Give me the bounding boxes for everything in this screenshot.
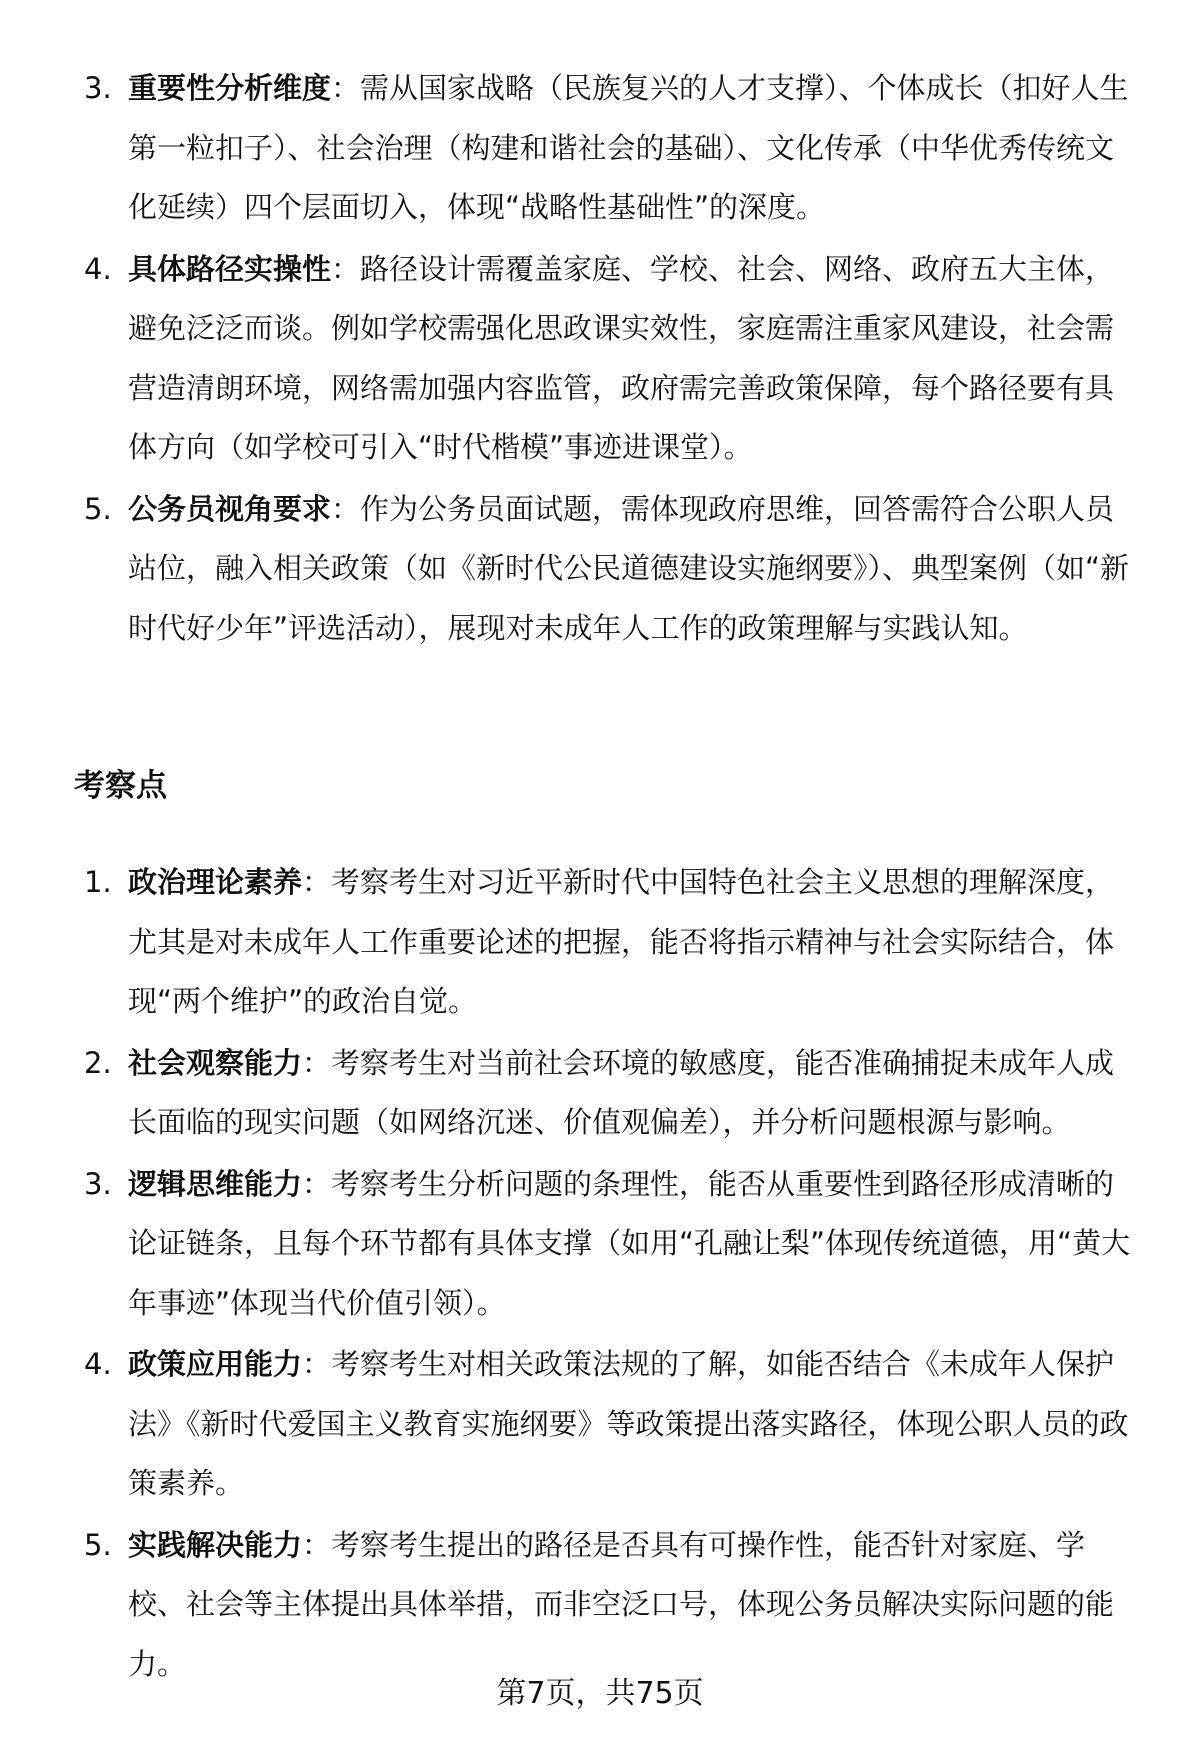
item-number: 4. xyxy=(84,1347,112,1381)
item-text: ：考察考生对相关政策法规的了解，如能否结合《未成年人保护法》《新时代爱国主义教育实施纲要》等政策提出落实路径，体现公职人员的政策素养。 xyxy=(128,1347,1129,1500)
item-number: 2. xyxy=(84,1045,112,1080)
item-text: ：考察考生对当前社会环境的敏感度，能否准确捕捉未成年人成长面临的现实问题（如网络沉迷、价值观偏差），并分析问题根源与影响。 xyxy=(128,1045,1115,1139)
item-text: ：路径设计需覆盖家庭、学校、社会、网络、政府五大主体，避免泛泛而谈。例如学校需强化思政课实效性，家庭需注重家风建设，社会需营造清朗环境，网络需加强内容监管，政府需完善政策保障，每个路径要有具体方向（如学校可引入“时代楷模”事迹进课堂）。 xyxy=(128,251,1115,464)
list-item xyxy=(0,480,1139,659)
list-item xyxy=(0,1516,1139,1695)
item-term: 逻辑思维能力 xyxy=(128,1166,303,1201)
item-term: 社会观察能力 xyxy=(128,1045,303,1080)
list-item xyxy=(0,1155,1139,1334)
list-item xyxy=(0,59,1139,238)
list-item xyxy=(0,853,1139,1032)
item-term: 公务员视角要求 xyxy=(128,491,332,526)
item-number: 3. xyxy=(84,1166,112,1201)
list-item xyxy=(0,240,1139,478)
item-number: 5. xyxy=(84,1527,112,1562)
list-item xyxy=(0,1335,1139,1514)
item-text: ：考察考生对习近平新时代中国特色社会主义思想的理解深度，尤其是对未成年人工作重要论述的把握，能否将指示精神与社会实际结合，体现“两个维护”的政治自觉。 xyxy=(128,865,1115,1018)
item-text: ：作为公务员面试题，需体现政府思维，回答需符合公职人员站位，融入相关政策（如《新时代公民道德建设实施纲要》）、典型案例（如“新时代好少年”评选活动），展现对未成年人工作的政策理解与实践认知。 xyxy=(128,491,1130,645)
item-number: 5. xyxy=(84,491,112,526)
item-number: 1. xyxy=(84,865,112,899)
item-term: 政策应用能力 xyxy=(128,1347,303,1381)
assessment-points-list xyxy=(0,853,1200,1696)
item-text: ：考察考生提出的路径是否具有可操作性，能否针对家庭、学校、社会等主体提出具体举措，而非空泛口号，体现公务员解决实际问题的能力。 xyxy=(128,1527,1115,1681)
item-term: 重要性分析维度 xyxy=(128,71,332,105)
item-term: 政治理论素养 xyxy=(128,865,303,899)
item-term: 具体路径实操性 xyxy=(128,251,332,286)
item-number: 3. xyxy=(84,71,112,105)
requirements-list xyxy=(0,59,1200,660)
item-number: 4. xyxy=(84,251,112,286)
item-text: ：考察考生分析问题的条理性，能否从重要性到路径形成清晰的论证链条，且每个环节都有具体支撑（如用“孔融让梨”体现传统道德，用“黄大年事迹”体现当代价值引领）。 xyxy=(128,1166,1131,1320)
item-term: 实践解决能力 xyxy=(128,1527,303,1562)
page-number: 第7页，共75页 xyxy=(496,1676,704,1711)
section-heading: 考察点 xyxy=(74,768,167,804)
list-item xyxy=(0,1034,1139,1153)
item-text: ：需从国家战略（民族复兴的人才支撑）、个体成长（扣好人生第一粒扣子）、社会治理（构建和谐社会的基础）、文化传承（中华优秀传统文化延续）四个层面切入，体现“战略性基础性”的深度。 xyxy=(128,71,1129,224)
